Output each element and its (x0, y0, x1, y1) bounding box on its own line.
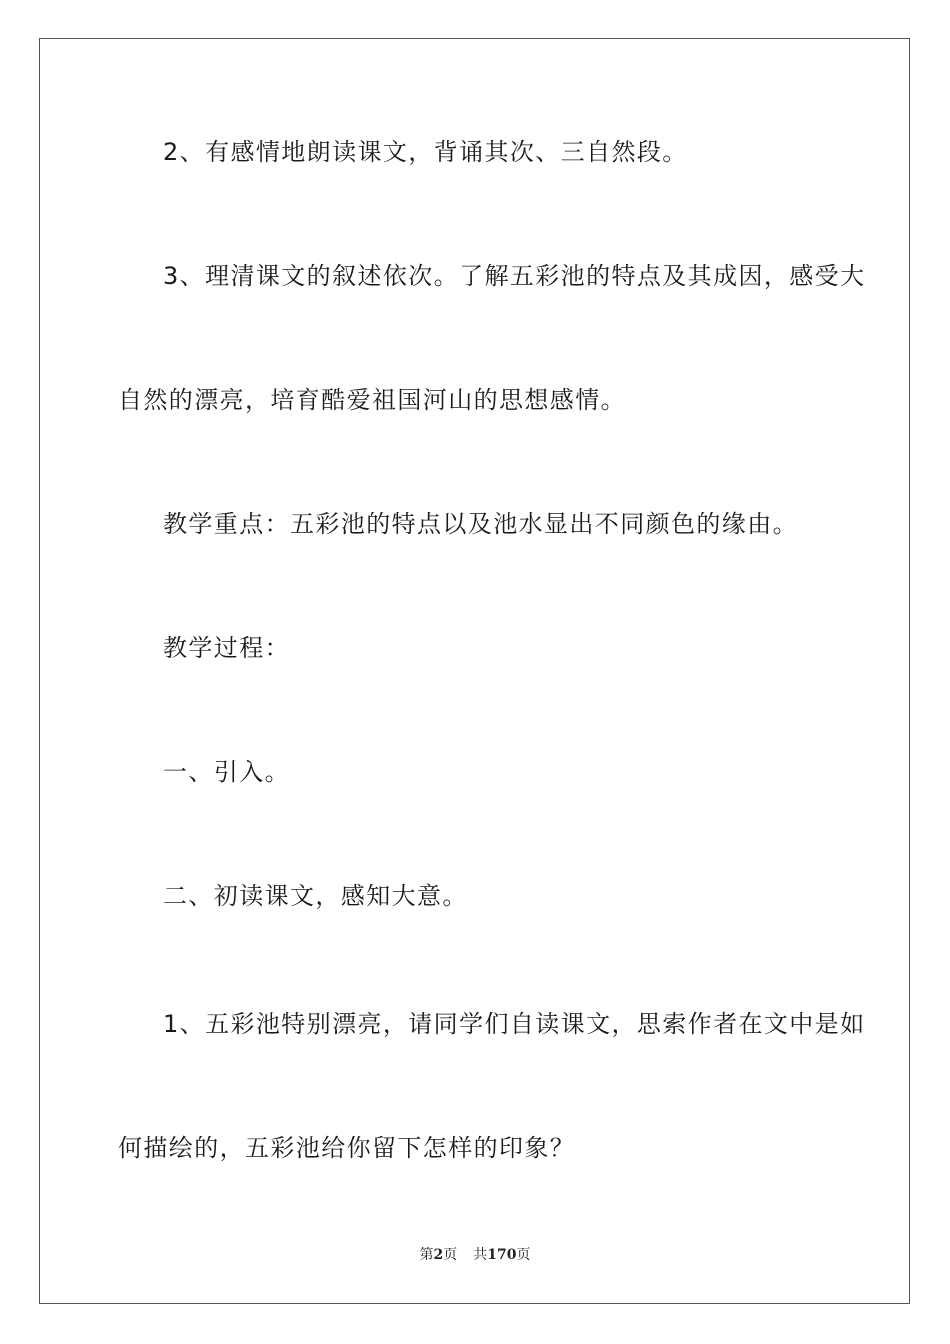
paragraph-line: 3、理清课文的叙述依次。了解五彩池的特点及其成因，感受大 (163, 262, 866, 290)
footer-total-pages: 170 (487, 1247, 517, 1263)
paragraph-line: 二、初读课文，感知大意。 (163, 882, 468, 910)
paragraph-line: 何描绘的，五彩池给你留下怎样的印象？ (118, 1134, 576, 1162)
footer-page-prefix: 第 (419, 1247, 434, 1263)
footer-total-suffix: 页 (516, 1247, 531, 1263)
page-footer (0, 1246, 950, 1264)
footer-total-prefix: 共 (473, 1247, 488, 1263)
paragraph-line: 一、引入。 (163, 758, 290, 786)
footer-page-suffix: 页 (443, 1247, 458, 1263)
paragraph-line: 1、五彩池特别漂亮，请同学们自读课文，思索作者在文中是如 (163, 1010, 866, 1038)
paragraph-line: 教学重点：五彩池的特点以及池水显出不同颜色的缘由。 (163, 510, 798, 538)
paragraph-line: 自然的漂亮，培育酷爱祖国河山的思想感情。 (118, 386, 626, 414)
paragraph-line: 教学过程： (163, 634, 290, 662)
footer-page-number: 2 (433, 1247, 444, 1263)
page-border (39, 38, 910, 1304)
paragraph-line: 2、有感情地朗读课文，背诵其次、三自然段。 (163, 138, 688, 166)
